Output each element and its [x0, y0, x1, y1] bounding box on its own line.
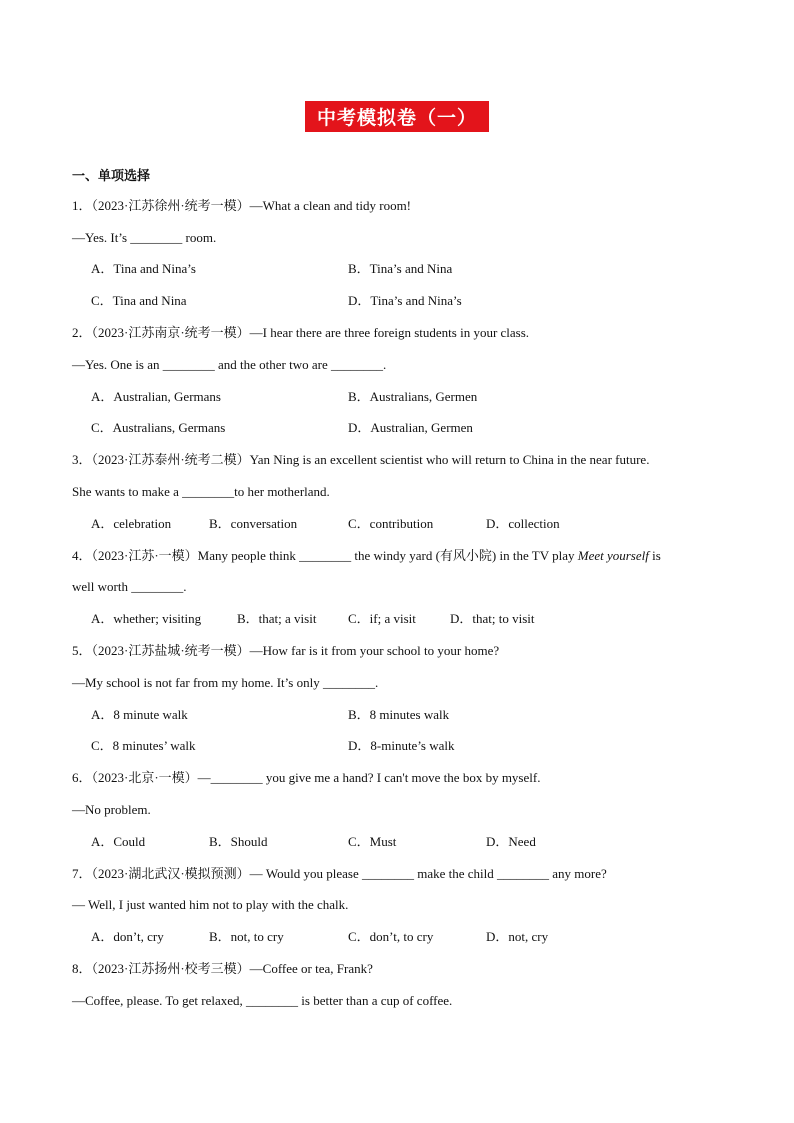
question-1-option-a[interactable]: A．Tina and Nina’s [91, 261, 196, 276]
question-1-stem: 1．（2023·江苏徐州·统考一模）—What a clean and tidy room! [72, 198, 412, 213]
question-5-reply: —My school is not far from my home. It’s only ________. [72, 675, 379, 690]
question-7-option-b[interactable]: B．not, to cry [209, 929, 284, 944]
question-7-reply: — Well, I just wanted him not to play with the chalk. [72, 897, 349, 912]
question-1-option-d[interactable]: D．Tina’s and Nina’s [348, 293, 462, 308]
question-5-option-c[interactable]: C．8 minutes’ walk [91, 738, 196, 753]
section-heading: 一、单项选择 [72, 169, 151, 184]
question-3-stem-cont: She wants to make a ________to her motherland. [72, 484, 330, 499]
question-1-reply: —Yes. It’s ________ room. [72, 230, 217, 245]
question-4-stem [72, 547, 661, 565]
question-4-stem-tail: is [648, 548, 661, 563]
question-7-option-a[interactable]: A．don’t, cry [91, 929, 164, 944]
question-2-option-d[interactable]: D．Australian, Germen [348, 420, 473, 435]
question-5-option-a[interactable]: A．8 minute walk [91, 707, 188, 722]
question-6-option-a[interactable]: A．Could [91, 834, 146, 849]
question-4-option-a[interactable]: A．whether; visiting [91, 611, 202, 626]
question-3-option-a[interactable]: A．celebration [91, 516, 172, 531]
question-7-option-d[interactable]: D．not, cry [486, 929, 549, 944]
question-8-reply: —Coffee, please. To get relaxed, ________ is better than a cup of coffee. [72, 993, 453, 1008]
question-4-stem-cont: well worth ________. [72, 579, 187, 594]
question-6-option-d[interactable]: D．Need [486, 834, 536, 849]
question-8-stem: 8．（2023·江苏扬州·校考三模）—Coffee or tea, Frank? [72, 961, 373, 976]
question-6-option-c[interactable]: C．Must [348, 834, 397, 849]
question-5-option-d[interactable]: D．8-minute’s walk [348, 738, 455, 753]
question-1-option-b[interactable]: B．Tina’s and Nina [348, 261, 453, 276]
question-7-option-c[interactable]: C．don’t, to cry [348, 929, 434, 944]
question-4-stem-text: 4．（2023·江苏·一模）Many people think ________ the windy yard (有风小院) in the TV play [72, 548, 578, 563]
question-4-play-title: Meet yourself [577, 548, 649, 563]
question-3-option-d[interactable]: D．collection [486, 516, 560, 531]
question-4-option-c[interactable]: C．if; a visit [348, 611, 416, 626]
question-7-stem: 7．（2023·湖北武汉·模拟预测）— Would you please ________ make the child ________ any more? [72, 866, 607, 881]
question-5-option-b[interactable]: B．8 minutes walk [348, 707, 450, 722]
question-2-reply: —Yes. One is an ________ and the other two are ________. [72, 357, 387, 372]
question-3-option-c[interactable]: C．contribution [348, 516, 434, 531]
question-6-stem: 6．（2023·北京·一模）—________ you give me a hand? I can't move the box by myself. [72, 770, 541, 785]
question-6-reply: —No problem. [72, 802, 151, 817]
question-4-option-b[interactable]: B．that; a visit [237, 611, 317, 626]
question-4-option-d[interactable]: D．that; to visit [450, 611, 535, 626]
question-3-stem: 3．（2023·江苏泰州·统考二模）Yan Ning is an excellent scientist who will return to China in the near future. [72, 452, 650, 467]
question-5-stem: 5．（2023·江苏盐城·统考一模）—How far is it from your school to your home? [72, 643, 500, 658]
question-6-option-b[interactable]: B．Should [209, 834, 268, 849]
question-2-option-c[interactable]: C．Australians, Germans [91, 420, 226, 435]
question-2-option-b[interactable]: B．Australians, Germen [348, 389, 478, 404]
question-3-option-b[interactable]: B．conversation [209, 516, 298, 531]
question-2-stem: 2．（2023·江苏南京·统考一模）—I hear there are three foreign students in your class. [72, 325, 530, 340]
title-wrap [0, 101, 794, 132]
question-1-option-c[interactable]: C．Tina and Nina [91, 293, 187, 308]
page-title: 中考模拟卷（一） [305, 101, 489, 132]
question-2-option-a[interactable]: A．Australian, Germans [91, 389, 221, 404]
